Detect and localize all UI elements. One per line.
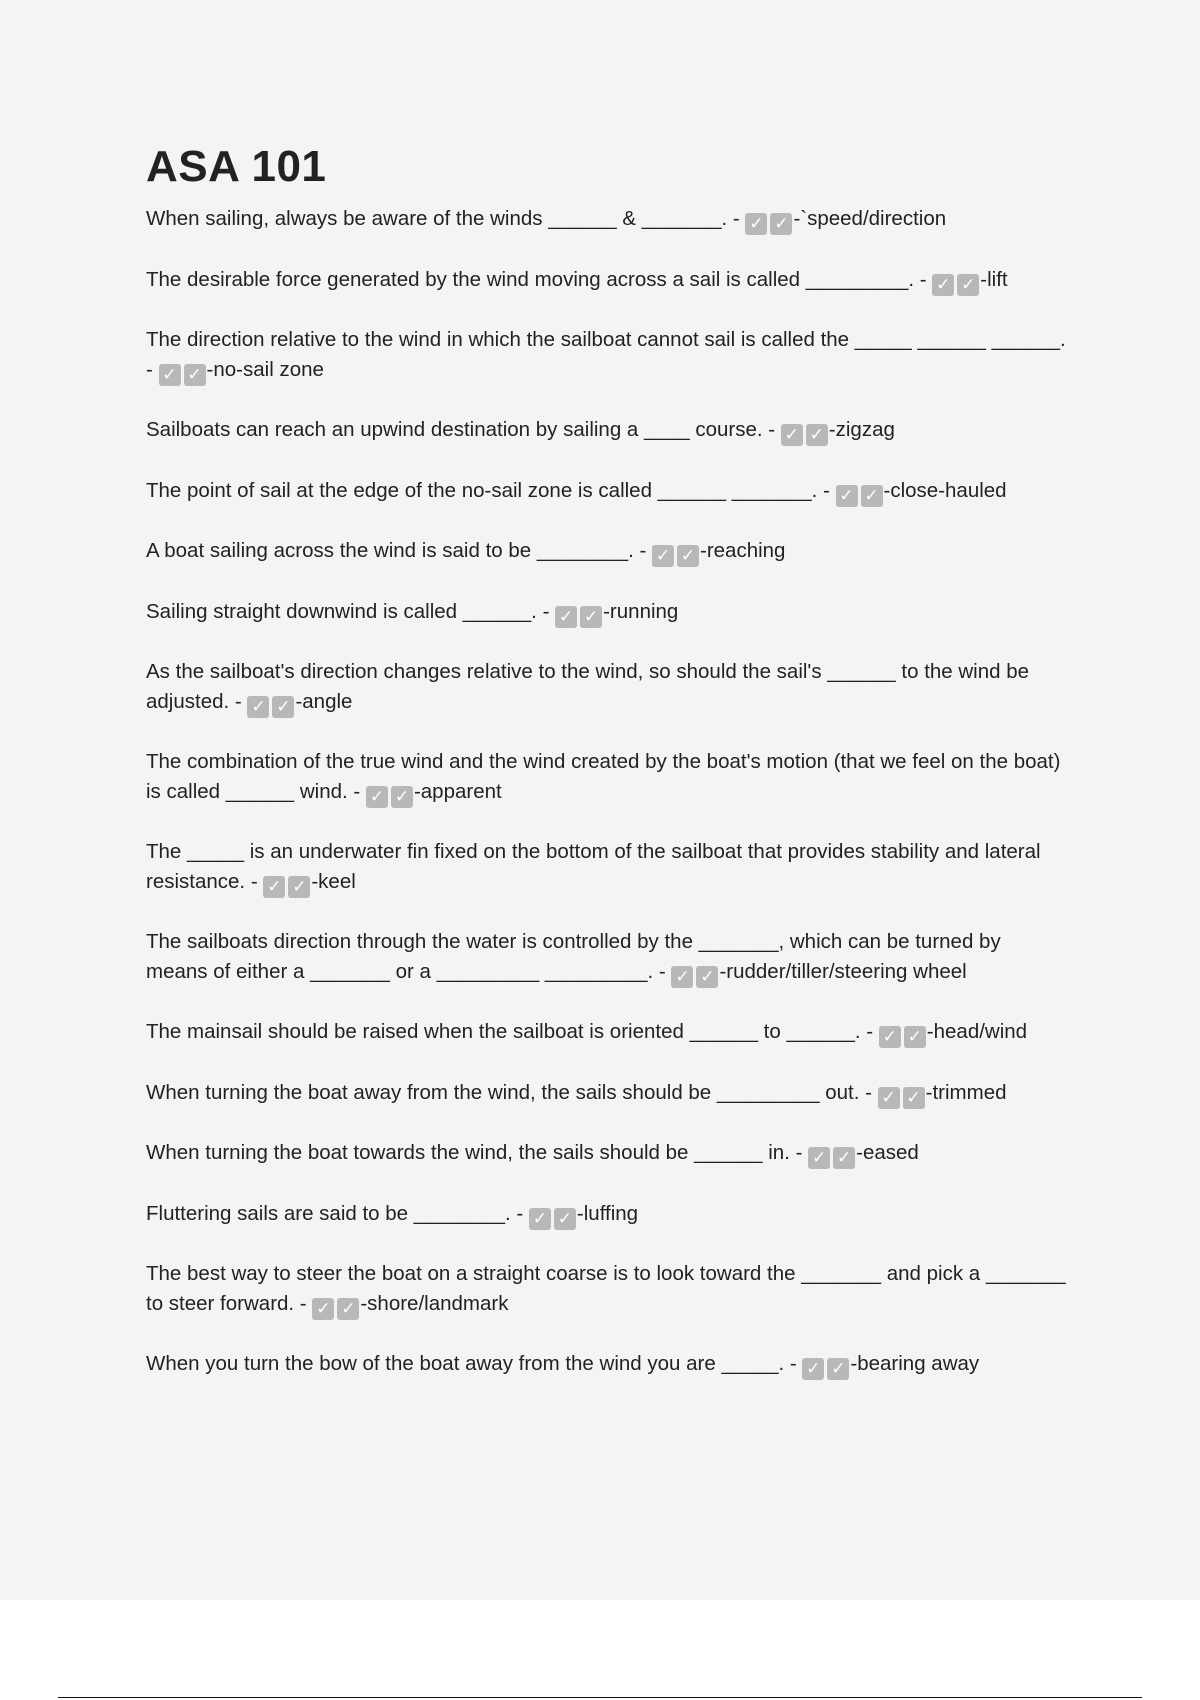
- check-mark-icon: ✓: [366, 786, 388, 808]
- check-mark-icon: ✓: [904, 1026, 926, 1048]
- question-item: [146, 536, 1066, 567]
- answer-text: -trimmed: [925, 1080, 1007, 1104]
- check-mark-icon: ✓: [288, 876, 310, 898]
- question-item: [146, 657, 1066, 718]
- answer-text: -luffing: [576, 1201, 639, 1225]
- question-text: When sailing, always be aware of the winds ______ & _______. -: [146, 207, 740, 230]
- check-mark-icon: ✓: [903, 1087, 925, 1109]
- page-content: [146, 142, 1066, 1410]
- answer-text: -running: [603, 599, 679, 623]
- question-text: The direction relative to the wind in which the sailboat cannot sail is called the _____ ______ ______. -: [146, 328, 1066, 381]
- check-mark-icon: ✓: [957, 274, 979, 296]
- page-title: ASA 101: [146, 142, 327, 191]
- question-text: The combination of the true wind and the wind created by the boat's motion (that we feel on the boat) is called ______ wind. -: [146, 750, 1061, 803]
- question-list: [146, 204, 1066, 1380]
- question-item: [146, 837, 1066, 898]
- question-text: When turning the boat towards the wind, the sails should be ______ in. -: [146, 1141, 803, 1164]
- check-mark-icon: ✓: [652, 545, 674, 567]
- answer-text: -keel: [311, 869, 356, 893]
- check-mark-icon: ✓: [580, 606, 602, 628]
- footer-divider: [58, 1697, 1142, 1698]
- question-item: [146, 1138, 1066, 1169]
- question-text: The point of sail at the edge of the no-sail zone is called ______ _______. -: [146, 478, 830, 502]
- question-text: A boat sailing across the wind is said to be ________. -: [146, 539, 647, 562]
- check-mark-icon: ✓: [272, 696, 294, 718]
- question-text: When you turn the bow of the boat away from the wind you are _____. -: [146, 1352, 797, 1375]
- check-mark-icon: ✓: [806, 424, 828, 446]
- answer-text: -eased: [856, 1141, 919, 1164]
- question-item: [146, 1349, 1066, 1380]
- answer-text: -close-hauled: [883, 478, 1007, 502]
- question-text: The _____ is an underwater fin fixed on the bottom of the sailboat that provides stability and lateral resistance. -: [146, 840, 1041, 893]
- check-mark-icon: ✓: [827, 1358, 849, 1380]
- question-item: [146, 597, 1066, 628]
- check-mark-icon: ✓: [932, 274, 954, 296]
- answer-text: -angle: [295, 689, 353, 713]
- check-mark-icon: ✓: [878, 1087, 900, 1109]
- check-mark-icon: ✓: [833, 1147, 855, 1169]
- question-text: The desirable force generated by the wind moving across a sail is called _________. -: [146, 267, 927, 291]
- question-text: When turning the boat away from the wind, the sails should be _________ out. -: [146, 1080, 872, 1104]
- check-mark-icon: ✓: [159, 364, 181, 386]
- question-item: [146, 204, 1066, 235]
- question-item: [146, 1017, 1066, 1048]
- check-mark-icon: ✓: [677, 545, 699, 567]
- check-mark-icon: ✓: [802, 1358, 824, 1380]
- check-mark-icon: ✓: [770, 213, 792, 235]
- question-item: [146, 747, 1066, 808]
- question-item: [146, 415, 1066, 446]
- question-text: Fluttering sails are said to be ________. -: [146, 1201, 524, 1225]
- answer-text: -shore/landmark: [360, 1291, 509, 1315]
- check-mark-icon: ✓: [184, 364, 206, 386]
- check-mark-icon: ✓: [391, 786, 413, 808]
- check-mark-icon: ✓: [745, 213, 767, 235]
- check-mark-icon: ✓: [263, 876, 285, 898]
- question-item: [146, 1259, 1066, 1320]
- question-item: [146, 927, 1066, 988]
- question-item: [146, 476, 1066, 507]
- answer-text: -head/wind: [926, 1020, 1028, 1043]
- check-mark-icon: ✓: [861, 485, 883, 507]
- check-mark-icon: ✓: [836, 485, 858, 507]
- question-item: [146, 265, 1066, 296]
- check-mark-icon: ✓: [781, 424, 803, 446]
- answer-text: -apparent: [413, 779, 502, 803]
- question-text: The sailboats direction through the water is controlled by the _______, which can be turned by means of either a _______ or a _________ _________. -: [146, 930, 1001, 983]
- answer-text: -reaching: [700, 539, 786, 562]
- answer-text: -`speed/direction: [793, 207, 947, 230]
- check-mark-icon: ✓: [879, 1026, 901, 1048]
- question-item: [146, 1199, 1066, 1230]
- answer-text: -no-sail zone: [206, 357, 324, 381]
- check-mark-icon: ✓: [312, 1298, 334, 1320]
- question-item: [146, 325, 1066, 386]
- question-text: Sailing straight downwind is called ______. -: [146, 599, 550, 623]
- answer-text: -rudder/tiller/steering wheel: [719, 959, 967, 983]
- check-mark-icon: ✓: [555, 606, 577, 628]
- check-mark-icon: ✓: [247, 696, 269, 718]
- answer-text: -zigzag: [828, 418, 895, 441]
- check-mark-icon: ✓: [671, 966, 693, 988]
- check-mark-icon: ✓: [554, 1208, 576, 1230]
- check-mark-icon: ✓: [696, 966, 718, 988]
- check-mark-icon: ✓: [337, 1298, 359, 1320]
- check-mark-icon: ✓: [529, 1208, 551, 1230]
- question-text: The mainsail should be raised when the sailboat is oriented ______ to ______. -: [146, 1020, 874, 1043]
- answer-text: -lift: [980, 267, 1008, 291]
- check-mark-icon: ✓: [808, 1147, 830, 1169]
- question-item: [146, 1078, 1066, 1109]
- answer-text: -bearing away: [850, 1352, 980, 1375]
- question-text: The best way to steer the boat on a straight coarse is to look toward the _______ and pick a _______ to steer forward. -: [146, 1262, 1066, 1315]
- question-text: Sailboats can reach an upwind destination by sailing a ____ course. -: [146, 418, 776, 441]
- question-text: As the sailboat's direction changes relative to the wind, so should the sail's ______ to the wind be adjusted. -: [146, 660, 1030, 713]
